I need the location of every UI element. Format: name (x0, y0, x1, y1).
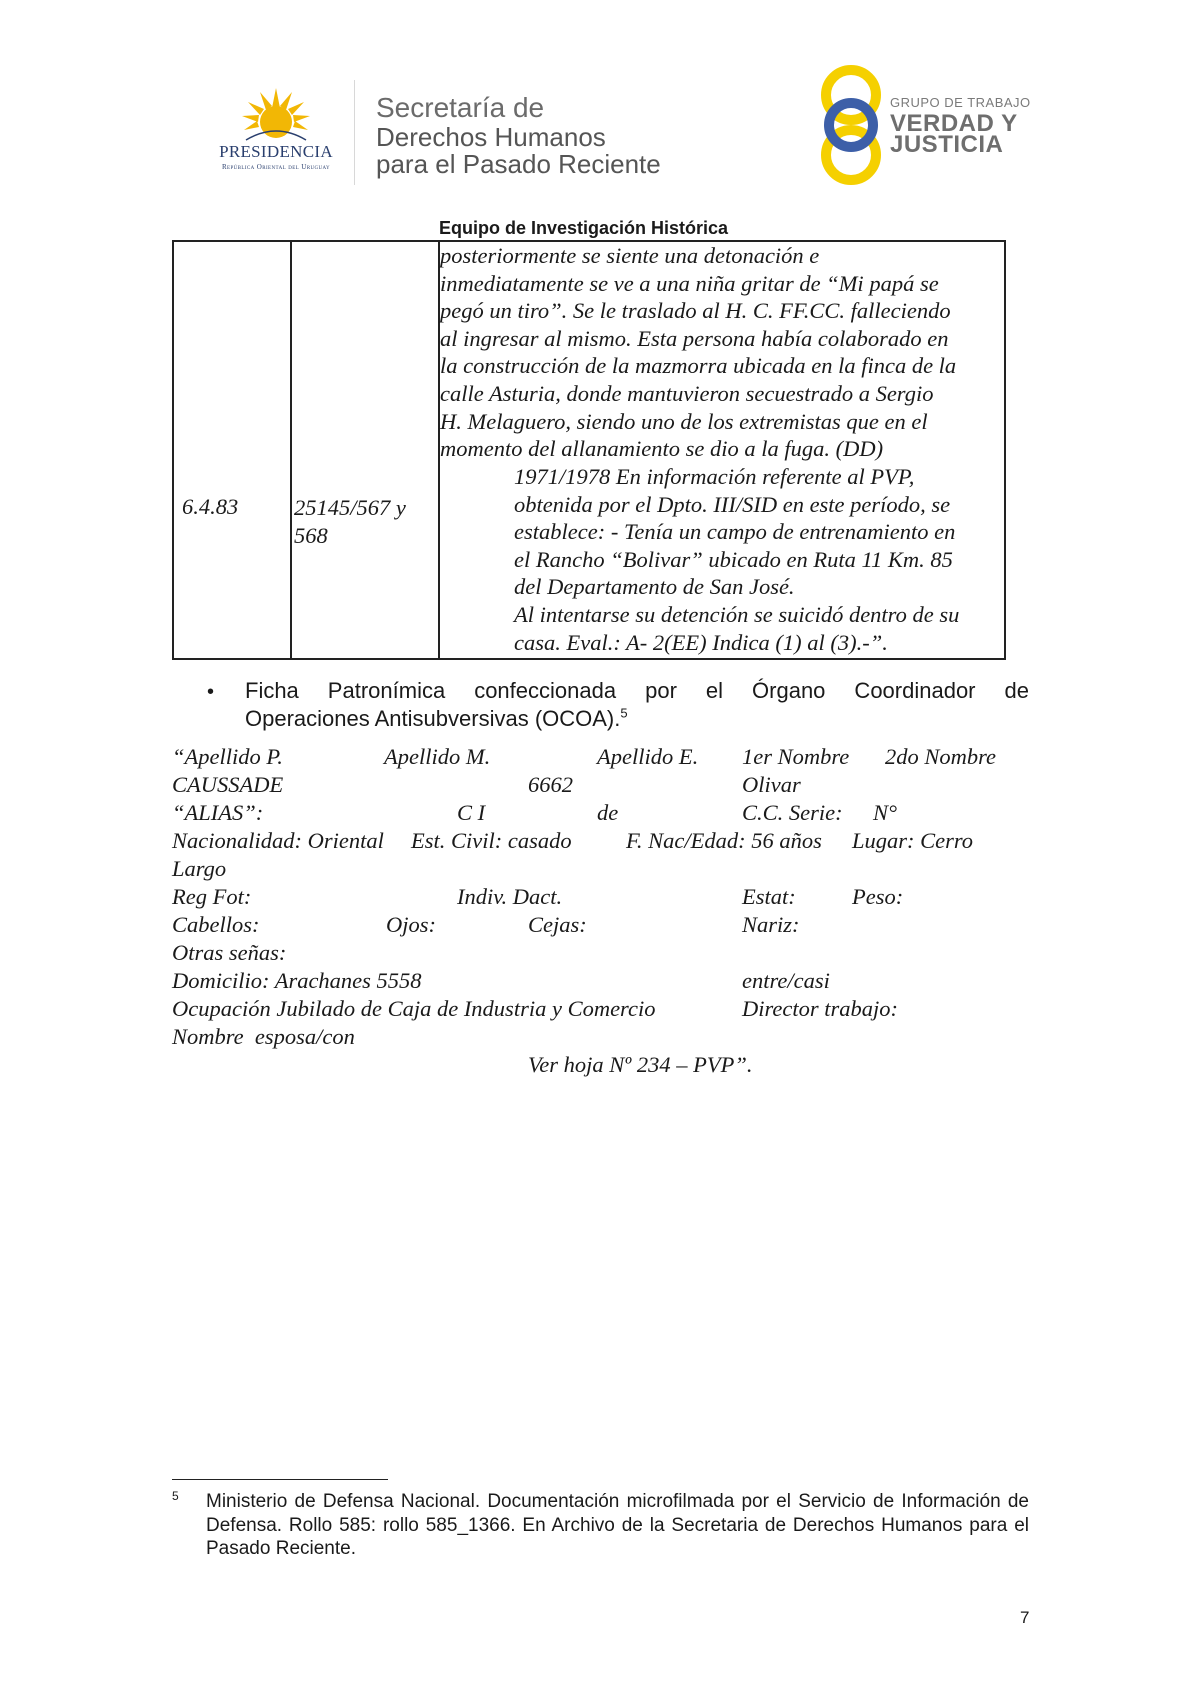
form-fecha-nac: F. Nac/Edad: 56 años (626, 828, 822, 853)
form-director-trabajo: Director trabajo: (742, 996, 899, 1021)
form-reg-fot: Reg Fot: (172, 884, 252, 909)
form-numero: N° (873, 800, 898, 825)
form-indiv-dact: Indiv. Dact. (457, 884, 563, 909)
form-de: de (597, 800, 619, 825)
team-heading: Equipo de Investigación Histórica (439, 218, 729, 238)
form-ocupacion: Ocupación Jubilado de Caja de Industria y Comercio (172, 996, 656, 1021)
form-1er-nombre: 1er Nombre (742, 744, 850, 769)
form-estatura: Estat: (742, 884, 796, 909)
form-otras-senas: Otras señas: (172, 940, 287, 965)
form-apellido-e: Apellido E. (597, 744, 699, 769)
form-ver-hoja: Ver hoja Nº 234 – PVP”. (528, 1052, 753, 1077)
form-nombre-esposa: Nombre esposa/con (172, 1024, 355, 1049)
bullet-line-2 (245, 706, 628, 732)
secretaria-line2: Derechos Humanos (376, 122, 606, 152)
form-apellido-p: “Apellido P. (172, 744, 283, 769)
form-apellido-m: Apellido M. (384, 744, 491, 769)
form-ojos: Ojos: (386, 912, 436, 937)
form-cabellos: Cabellos: (172, 912, 260, 937)
form-peso: Peso: (852, 884, 904, 909)
footnote-ref[interactable]: 5 (620, 705, 628, 721)
secretaria-line1: Secretaría de (376, 92, 545, 123)
presidencia-label: PRESIDENCIA (219, 142, 333, 161)
form-cejas: Cejas: (528, 912, 587, 937)
table-text-block-2: 1971/1978 En información referente al PVP, obtenida por el Dpto. III/SID en este período, se establece: - Tenía un campo de entrenamiento en el Rancho “Bolivar” ubicado en Ruta 11 Km. 85 del Departamento de San José. Al intentarse su detención se suicidó dentro de su casa. Eval.: A- 2(EE) Indica (1) al (3).-”. (514, 464, 960, 655)
form-lugar: Lugar: Cerro (852, 828, 974, 853)
form-nariz: Nariz: (742, 912, 800, 937)
form-estado-civil: Est. Civil: casado (411, 828, 572, 853)
table-divider-1 (290, 240, 292, 660)
table-text-block-1: posteriormente se siente una detonación e inmediatamente se ve a una niña gritar de “Mi papá se pegó un tiro”. Se le traslado al H. C. FF.CC. falleciendo al ingresar al mismo. Esta persona había colaborado en la construcción de la mazmorra ubicada en la finca de la calle Asturia, donde mantuvieron secuestrado a Sergio H. Melaguero, siendo uno de los extremistas que en el momento del allanamiento se dio a la fuga. (DD) (440, 243, 957, 462)
form-name-value: Olivar (742, 772, 801, 797)
verdad-justicia-rings-logo (812, 64, 890, 186)
form-ci: C I (457, 800, 486, 825)
verdad-label: VERDAD Y (890, 110, 1018, 137)
form-2do-nombre: 2do Nombre (885, 744, 997, 769)
secretaria-line3: para el Pasado Reciente (376, 149, 661, 179)
form-lugar-cont: Largo (172, 856, 227, 881)
form-id-value: 6662 (528, 772, 573, 797)
page-number: 7 (1020, 1608, 1030, 1627)
grupo-trabajo-label: GRUPO DE TRABAJO (890, 95, 1031, 110)
footnote-rule (172, 1479, 388, 1480)
table-date: 6.4.83 (182, 494, 239, 519)
form-surname-value: CAUSSADE (172, 772, 284, 797)
form-domicilio: Domicilio: Arachanes 5558 (172, 968, 422, 993)
presidencia-subtitle: República Oriental del Uruguay (221, 163, 331, 171)
form-cc-serie: C.C. Serie: (742, 800, 843, 825)
footnote-number: 5 (172, 1489, 179, 1503)
form-alias: “ALIAS”: (172, 800, 264, 825)
footnote-text: Ministerio de Defensa Nacional. Documentación microfilmada por el Servicio de Información de Defensa. Rollo 585: rollo 585_1366. En Archivo de la Secretaria de Derechos Humanos para el Pasado Reciente. (206, 1491, 1029, 1559)
bullet-icon: • (207, 681, 215, 703)
justicia-label: JUSTICIA (890, 131, 1004, 158)
form-nacionalidad: Nacionalidad: Oriental (172, 828, 384, 853)
bullet-line-2-text: Operaciones Antisubversivas (OCOA). (245, 706, 621, 731)
bullet-line-1: Ficha Patronímica confeccionada por el Órgano Coordinador de (245, 678, 1029, 703)
form-entre-casi: entre/casi (742, 968, 830, 993)
table-rollo: 25145/567 y 568 (294, 495, 406, 548)
header-divider (354, 80, 355, 185)
